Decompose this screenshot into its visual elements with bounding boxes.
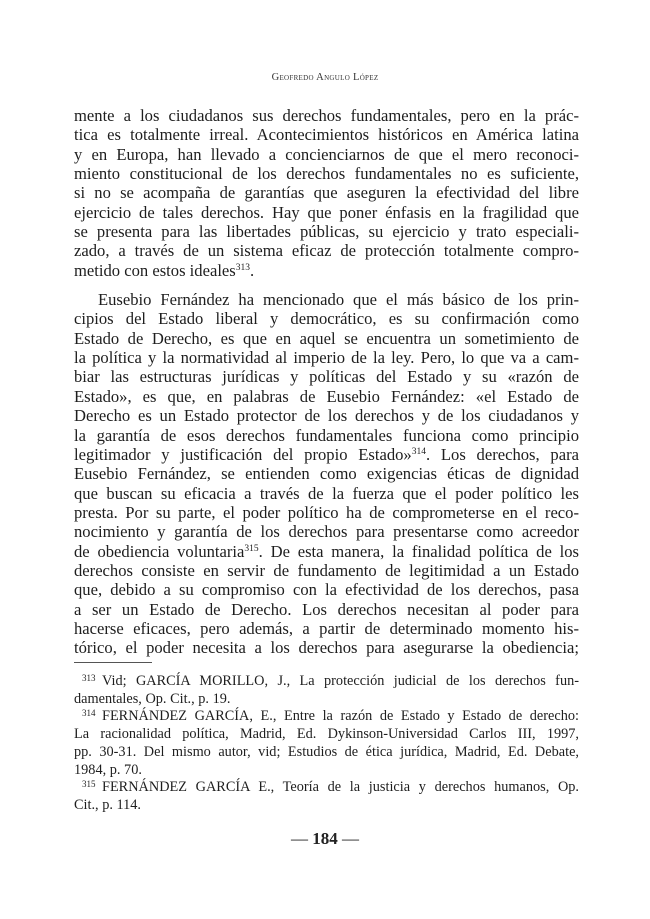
footnote-ref-314[interactable]: 314 (411, 446, 426, 457)
page-number-dash-right: — (342, 829, 359, 848)
text-line: la garantía de esos derechos fundamentales funciona como principio (74, 425, 579, 445)
text-line: zado, a través de un sistema eficaz de protección totalmente compro- (74, 241, 579, 261)
text-line: nocimiento y garantía de los derechos para presentarse como acreedor (74, 522, 579, 542)
text-line: ejercicio de tales derechos. Hay que poner énfasis en la fragilidad que (74, 202, 579, 222)
footnote-line: Cit., p. 114. (74, 796, 141, 813)
text-line: biar las estructuras jurídicas y políticas del Estado y su «razón de (74, 367, 579, 387)
text-line: legitimador y justificación del propio Estado»$^{314}$. Los derechos, para (74, 444, 579, 464)
running-head-author: Geofredo Angulo López (271, 72, 379, 83)
footnote-line: La racionalidad política, Madrid, Ed. Dykinson-Universidad Carlos III, 1997, (74, 726, 579, 743)
text-line: a ser un Estado de Derecho. Los derechos necesitan al poder para (74, 599, 579, 619)
text-line: tica es totalmente irreal. Acontecimientos históricos en América latina (74, 125, 579, 145)
text-line: si no se acompaña de garantías que aseguren la efectividad del libre (74, 183, 579, 203)
text-line: hacerse eficaces, pero además, a partir de determinado momento his- (74, 618, 579, 638)
paragraph-1 (74, 106, 579, 280)
footnote-line: 315 FERNÁNDEZ GARCÍA E., Teoría de la justicia y derechos humanos, Op. (82, 779, 579, 796)
text-line: que, debido a su compromiso con la efectividad de los derechos, pasa (74, 580, 579, 600)
footnote-separator (74, 662, 152, 663)
text-line: que buscan su eficacia a través de la fuerza que el poder político les (74, 483, 579, 503)
text-line: presta. Por su parte, el poder político ha de comprometerse en el reco- (74, 502, 579, 522)
text-line: Eusebio Fernández, se entienden como exigencias éticas de dignidad (74, 464, 579, 484)
text-line: mente a los ciudadanos sus derechos fundamentales, pero en la prác- (74, 106, 579, 125)
body-text (74, 106, 579, 658)
text-line: cipios del Estado liberal y democrático, es su confirmación como (74, 309, 579, 329)
footnote-line: damentales, Op. Cit., p. 19. (74, 690, 231, 707)
text-line: y en Europa, han llevado a concienciarnos de que el mero reconoci- (74, 144, 579, 164)
text-line: miento constitucional de los derechos fundamentales no es suficiente, (74, 164, 579, 184)
footnote-line: 314 FERNÁNDEZ GARCÍA, E., Entre la razón de Estado y Estado de derecho: (82, 708, 579, 725)
text-line: Eusebio Fernández ha mencionado que el más básico de los prin- (98, 290, 579, 310)
text-line: derechos consiste en servir de fundamento de legitimidad a un Estado (74, 560, 579, 580)
page-number-dash-left: — (291, 829, 308, 848)
page-number (0, 829, 650, 849)
paragraph-2 (74, 290, 579, 658)
footnote-line: 1984, p. 70. (74, 761, 142, 778)
text-line: la política y la normatividad al imperio de la ley. Pero, lo que va a cam- (74, 348, 579, 368)
text-line: de obediencia voluntaria$^{315}$. De esta manera, la finalidad política de los (74, 541, 579, 561)
text-line: metido con estos ideales$^{313}$. (74, 260, 255, 280)
text-line: tórico, el poder necesita a los derechos para asegurarse la obediencia; (74, 638, 579, 658)
footnote-ref-315[interactable]: 315 (244, 543, 259, 554)
footnote-315 (74, 779, 579, 814)
text-line: Estado», es que, en palabras de Eusebio Fernández: «el Estado de (74, 386, 579, 406)
footnote-line: 313 Vid; GARCÍA MORILLO, J., La protección judicial de los derechos fun- (82, 673, 579, 689)
footnote-line: pp. 30-31. Del mismo autor, vid; Estudios de ética jurídica, Madrid, Ed. Debate, (74, 743, 579, 760)
text-line: Estado de Derecho, es que en aquel se encuentra un sometimiento de (74, 328, 579, 348)
footnote-ref-313[interactable]: 313 (235, 262, 250, 273)
text-line: Derecho es un Estado protector de los derechos y de los ciudadanos y (74, 406, 579, 426)
footnote-314 (74, 708, 579, 779)
page-number-value: 184 (312, 829, 338, 848)
footnote-313 (74, 673, 579, 708)
text-line: se presenta para las libertades públicas, su ejercicio y trato especiali- (74, 222, 579, 242)
footnotes (74, 673, 579, 815)
